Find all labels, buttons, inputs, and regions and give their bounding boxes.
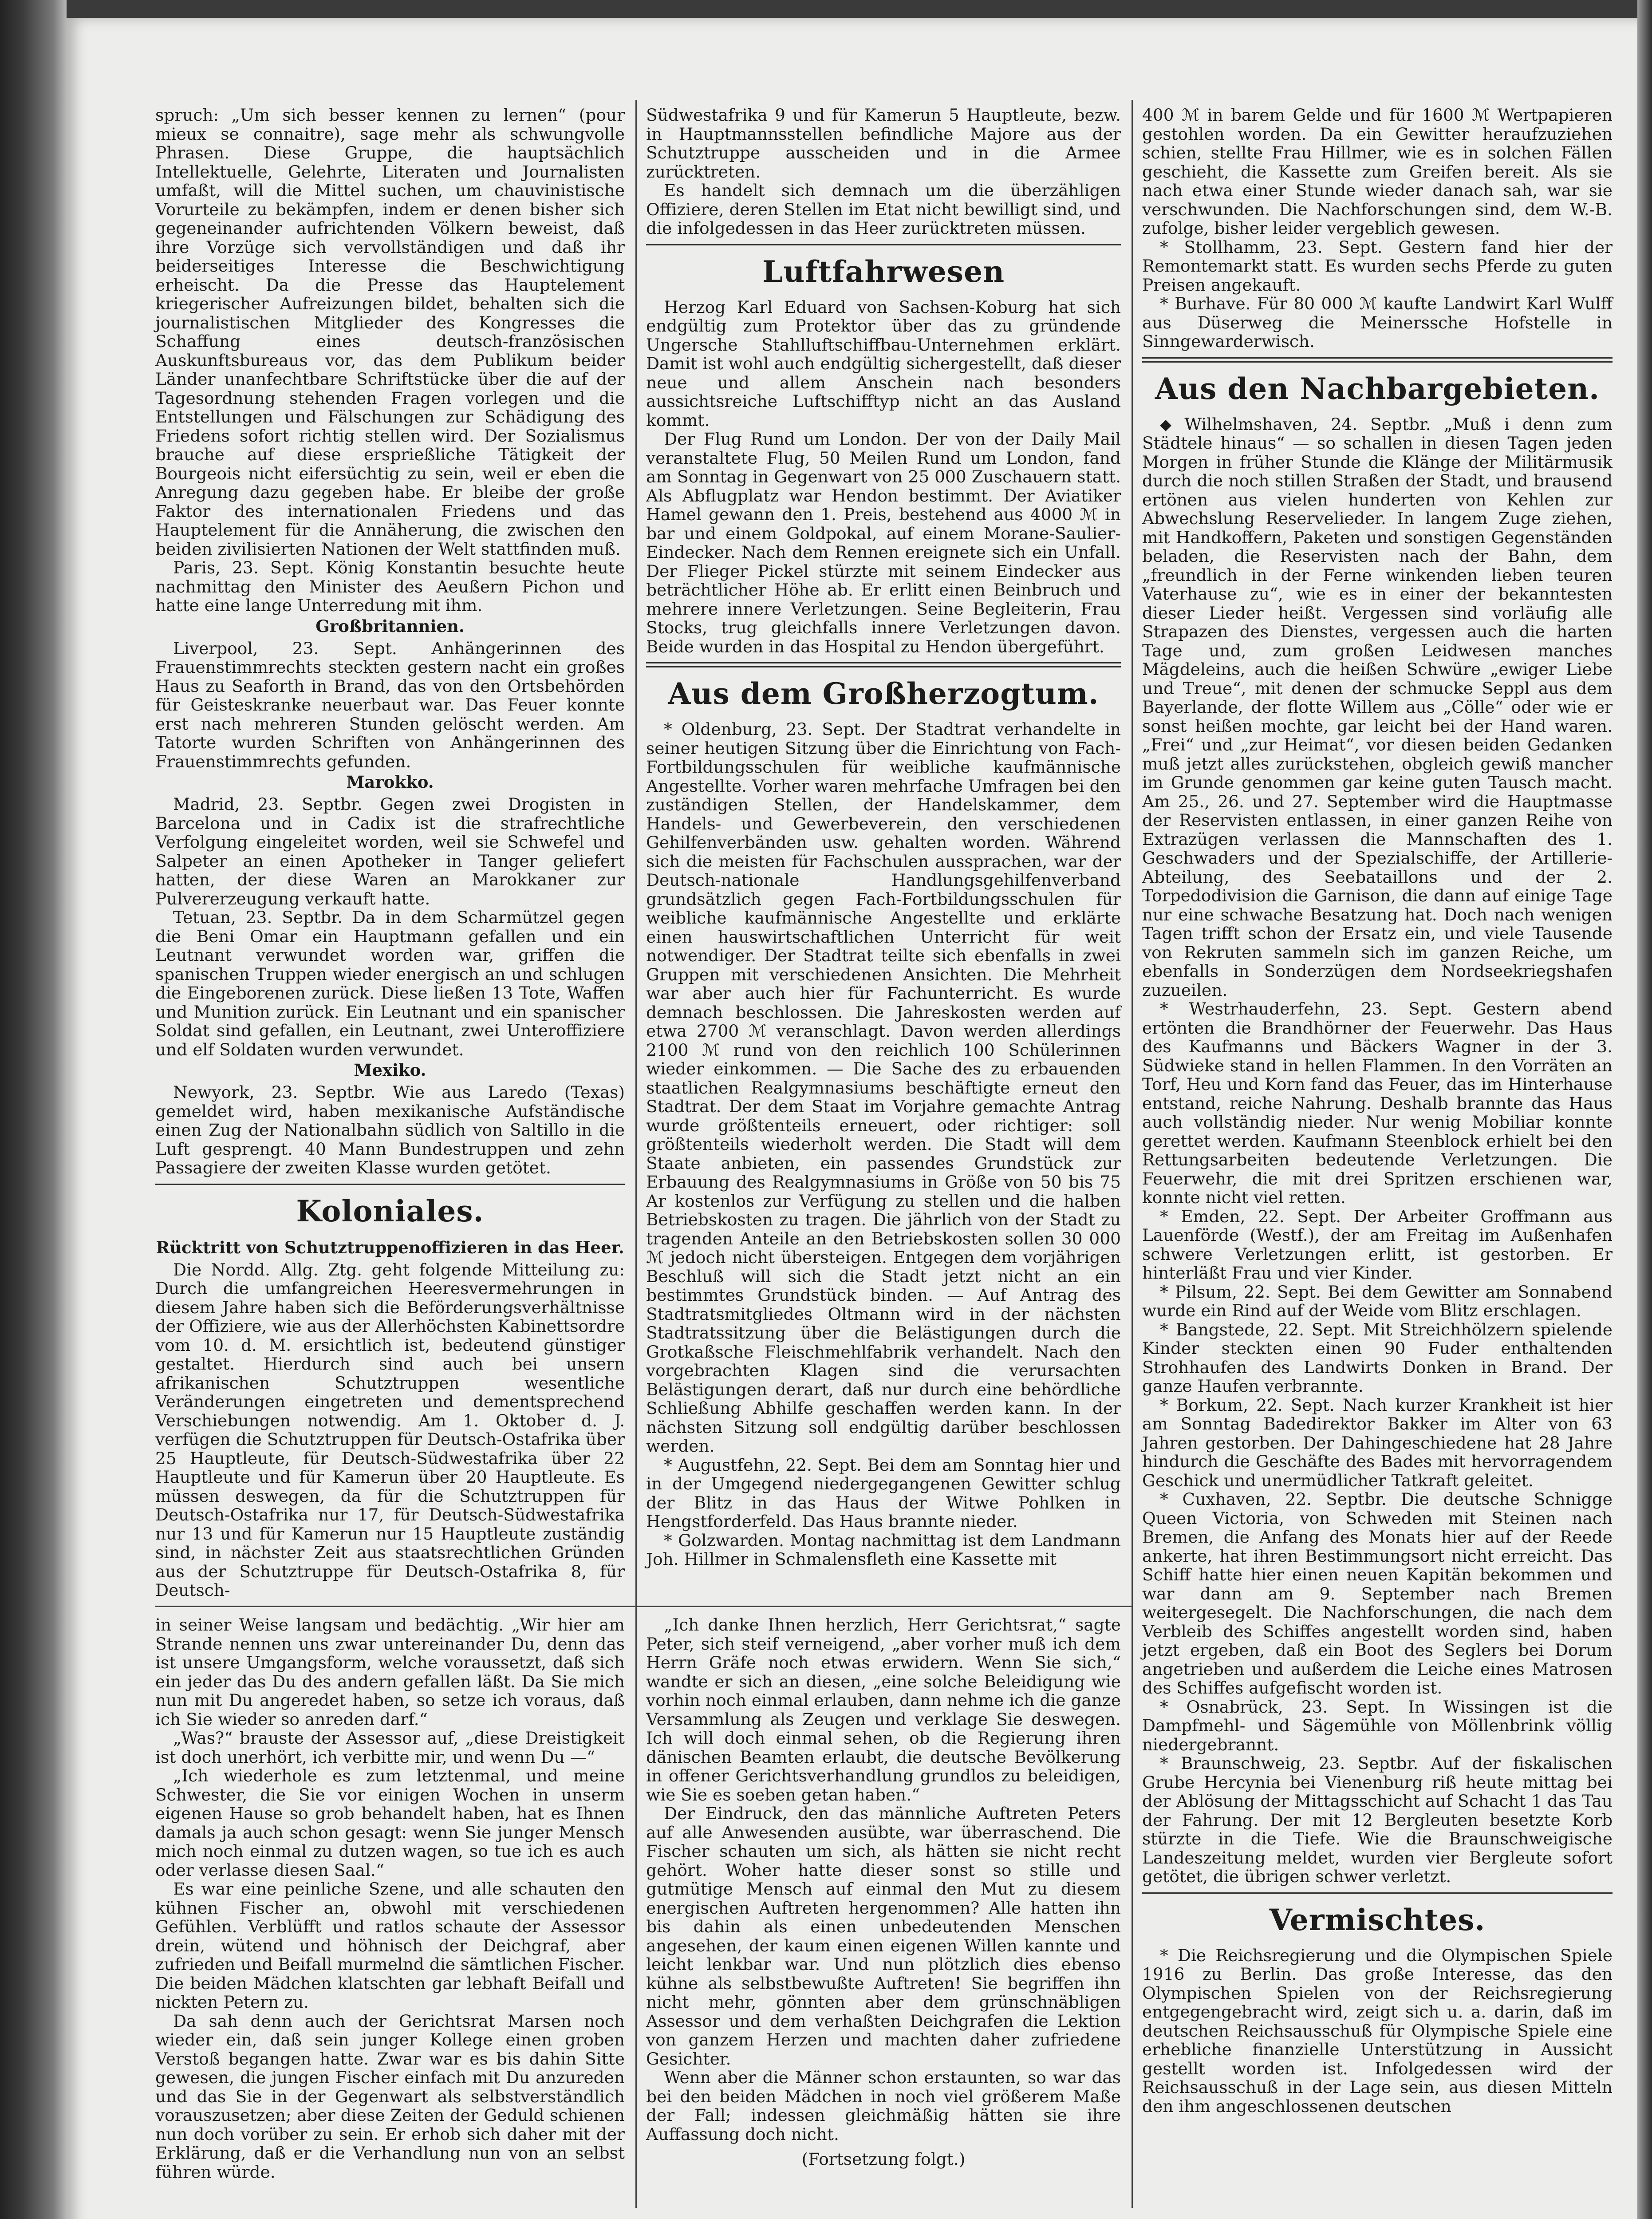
divider bbox=[646, 662, 1121, 667]
article-pilsum: * Pilsum, 22. Sept. Bei dem Gewitter am Sonnabend wurde ein Rind auf der Weide vom Blitz erschlagen. bbox=[1142, 1282, 1613, 1320]
article-cuxhaven: * Cuxhaven, 22. Septbr. Die deutsche Schnigge Queen Victoria, von Schweden mit Steinen nach Bremen, die Anfang des Monats hier auf der Reede ankerte, hat ihren Bestimmungsort nicht erreicht. Das Schiff hatte hier einen neuen Kapitän bekommen und war dann am 9. September nach Bremen weitergesegelt. Die Nachforschungen, die nach dem Verbleib des Schiffes angestellt worden sind, haben jetzt ergeben, daß ein Boot des Seglers bei Dorum angetrieben und außerdem die Leiche eines Matrosen des Schiffes aufgefischt worden ist. bbox=[1142, 1489, 1613, 1698]
feuilleton-text: „Ich wiederhole es zum letztenmal, und meine Schwester, die Sie vor einigen Wochen in unserm eigenen Hause so grob behandelt haben, hat es Ihnen damals ja auch schon gesagt: wenn Sie junger Mensch mich noch einmal zu dutzen wagen, so tue ich es auch oder verlasse diesen Saal.“ bbox=[155, 1766, 625, 1880]
section-heading-nachbargebiete: Aus den Nachbargebieten. bbox=[1155, 371, 1600, 406]
article-augustfehn: * Augustfehn, 22. Sept. Bei dem am Sonntag hier und in der Umgegend niedergegangenen Gewitter schlug der Blitz in das Haus der Witwe Pohlken in Hengstforderfeld. Das Haus brannte nieder. bbox=[646, 1455, 1121, 1531]
section-heading-grossbritannien: Großbritannien. bbox=[315, 616, 465, 636]
article-text: Es handelt sich demnach um die überzähligen Offiziere, deren Stellen im Etat nicht bewilligt sind, und die infolgedessen in das Heer zurücktreten müssen. bbox=[646, 181, 1121, 238]
article-paris: Paris, 23. Sept. König Konstantin besuchte heute nachmittag den Minister des Aeußern Pichon und hatte eine lange Unterredung mit ihm. bbox=[155, 558, 625, 615]
article-osnabrueck: * Osnabrück, 23. Sept. In Wissingen ist die Dampfmehl- und Sägemühle von Möllenbrink völlig niedergebrannt. bbox=[1142, 1697, 1613, 1754]
article-newyork: Newyork, 23. Septbr. Wie aus Laredo (Texas) gemeldet wird, haben mexikanische Aufständische einen Zug der Nationalbahn südlich von Saltillo in die Luft gesprengt. 40 Mann Bundestruppen und zehn Passagiere der zweiten Klasse wurden getötet. bbox=[155, 1082, 625, 1177]
section-heading-mexiko: Mexiko. bbox=[354, 1060, 426, 1080]
column-1 bbox=[155, 106, 625, 1600]
article-westrhauderfehn: * Westrhauderfehn, 23. Sept. Gestern abend ertönten die Brandhörner der Feuerwehr. Das Haus des Kaufmanns und Bäckers Wagner in der 3. Südwieke stand in hellen Flammen. In den Vorräten an Torf, Heu und Korn fand das Feuer, das im Hinterhause entstand, reiche Nahrung. Deshalb brannte das Haus auch vollständig nieder. Nur wenig Mobiliar konnte gerettet werden. Kaufmann Steenblock erhielt bei den Rettungsarbeiten bedeutende Verletzungen. Die Feuerwehr, die mit drei Spritzen erschienen war, konnte nicht viel retten. bbox=[1142, 999, 1613, 1207]
divider bbox=[1142, 1892, 1613, 1894]
section-heading-grossherzogtum: Aus dem Großherzogtum. bbox=[668, 676, 1099, 711]
article-madrid: Madrid, 23. Septbr. Gegen zwei Drogisten in Barcelona und in Cadix ist die strafrechtliche Verfolgung eingeleitet worden, weil sie Schwefel und Salpeter an einen Apotheker in Tanger geliefert hatten, der diese Waren an Marokkaner zur Pulvererzeugung verkauft hatte. bbox=[155, 794, 625, 908]
article-bangstede: * Bangstede, 22. Sept. Mit Streichhölzern spielende Kinder steckten einen 90 Fuder enthaltenden Strohhaufen des Landwirts Donken in Brand. Der ganze Haufen verbrannte. bbox=[1142, 1319, 1613, 1396]
section-heading-luftfahrwesen: Luftfahrwesen bbox=[762, 254, 1005, 289]
article-olympische-spiele: * Die Reichsregierung und die Olympischen Spiele 1916 zu Berlin. Das große Interesse, das den Olympischen Spielen von der Reichsregierung entgegengebracht wird, zeigt sich u. a. darin, daß im deutschen Reichsausschuß für Olympische Spiele eine erhebliche finanzielle Unterstützung in Aussicht gestellt worden ist. Infolgedessen wird der Reichsausschuß in der Lage sein, aus diesen Mitteln den ihm angeschlossenen deutschen bbox=[1142, 1945, 1613, 2116]
section-heading-koloniales: Koloniales. bbox=[296, 1193, 484, 1228]
article-stollhamm: * Stollhamm, 23. Sept. Gestern fand hier der Remontemarkt statt. Es wurden sechs Pferde zu guten Preisen angekauft. bbox=[1142, 237, 1613, 295]
feuilleton-text: Es war eine peinliche Szene, und alle schauten den kühnen Fischer an, obwohl mit verschiedenen Gefühlen. Verblüfft und ratlos schaute der Assessor drein, wütend und höhnisch der Deichgraf, aber zufrieden und Beifall murmelnd die sämtlichen Fischer. Die beiden Mädchen klatschten gar lebhaft Beifall und nickten Petern zu. bbox=[155, 1879, 625, 2012]
article-liverpool: Liverpool, 23. Sept. Anhängerinnen des Frauenstimmrechts steckten gestern nacht ein großes Haus zu Seaforth in Brand, das von den Ortsbehörden für Geisteskranke neuerbaut war. Das Feuer konnte erst nach mehreren Stunden gelöscht werden. Am Tatorte wurden Schriften von Anhängerinnen des Frauenstimmrechts gefunden. bbox=[155, 638, 625, 771]
feuilleton-text: „Ich danke Ihnen herzlich, Herr Gerichtsrat,“ sagte Peter, sich steif verneigend, „aber vorher muß ich dem Herrn Gräfe noch etwas erwidern. Wenn Sie sich,“ wandte er sich an diesen, „eine solche Beleidigung wie vorhin noch einmal erlauben, dann nehme ich die ganze Versammlung als Zeugen und verklage Sie deswegen. Ich will doch einmal sehen, ob die Regierung ihren dänischen Beamten erlaubt, die deutsche Bevölkerung in offener Gerichtsverhandlung grundlos zu beleidigen, wie Sie es soeben getan haben.“ bbox=[646, 1615, 1121, 1804]
feuilleton-column-1 bbox=[155, 1615, 625, 2181]
book-spine bbox=[0, 0, 67, 2219]
article-text: 400 ℳ in barem Gelde und für 1600 ℳ Wertpapieren gestohlen worden. Da ein Gewitter heraufzuziehen schien, stellte Frau Hillmer, wie es in solchen Fällen geschieht, die Kassette zum Greifen bereit. Als sie nach etwa einer Stunde wieder danach sah, war sie verschwunden. Die Nachforschungen sind, dem W.-B. zufolge, bisher leider vergeblich gewesen. bbox=[1142, 105, 1613, 238]
article-schutztruppe: Die Nordd. Allg. Ztg. geht folgende Mitteilung zu: Durch die umfangreichen Heeresvermehrungen in diesem Jahre haben sich die Beförderungsverhältnisse der Offiziere, wie aus der Allerhöchsten Kabinettsordre vom 10. d. M. ersichtlich ist, bedeutend günstiger gestaltet. Hierdurch sind auch bei unsern afrikanischen Schutztruppen wesentliche Veränderungen eingetreten und dementsprechend Verschiebungen notwendig. Am 1. Oktober d. J. verfügen die Schutztruppen für Deutsch-Ostafrika über 25 Hauptleute, für Deutsch-Südwestafrika über 22 Hauptleute und für Kamerun über 20 Hauptleute. Es müssen deswegen, da für die Schutztruppen für Deutsch-Ostafrika nur 17, für Deutsch-Südwestafrika nur 13 und für Kamerun nur 15 Hauptleute zuständig sind, in nächster Zeit aus staatsrechtlichen Gründen aus der Schutztruppe für Deutsch-Ostafrika 8, für Deutsch- bbox=[155, 1260, 625, 1600]
article-karl-eduard: Herzog Karl Eduard von Sachsen-Koburg hat sich endgültig zum Protektor über das zu gründende Ungersche Stahlluftschiffbau-Unternehmen erklärt. Damit ist wohl auch endgültig sichergestellt, daß dieser neue und allem Anschein nach besonders aussichtsreiche Luftschifftyp nicht an das Ausland kommt. bbox=[646, 297, 1121, 430]
article-heading-ruecktritt: Rücktritt von Schutztruppenoffizieren in das Heer. bbox=[156, 1237, 624, 1257]
article-braunschweig: * Braunschweig, 23. Septbr. Auf der fiskalischen Grube Hercynia bei Vienenburg riß heute mittag bei der Ablösung der Mittagsschicht auf Schacht 1 das Tau der Fahrung. Der mit 12 Bergleuten besetzte Korb stürzte in die Tiefe. Wie die Braunschweigische Landeszeitung meldet, wurden vier Bergleute sofort getötet, die übrigen schwer verletzt. bbox=[1142, 1753, 1613, 1886]
section-heading-vermischtes: Vermischtes. bbox=[1269, 1902, 1486, 1937]
column-rule-2 bbox=[1132, 100, 1133, 2208]
article-flug-london: Der Flug Rund um London. Der von der Daily Mail veranstaltete Flug, 50 Meilen Rund um London, fand am Sonntag in Gegenwart von 25 000 Zuschauern statt. Als Abflugplatz war Hendon bestimmt. Der Aviatiker Hamel gewann den 1. Preis, bestehend aus 4000 ℳ in bar und einem Goldpokal, auf einem Morane-Saulier-Eindecker. Nach dem Rennen ereignete sich ein Unfall. Der Flieger Pickel stürzte mit seinem Eindecker aus beträchtlicher Höhe ab. Er erlitt einen Beinbruch und mehrere innere Verletzungen. Seine Begleiterin, Frau Stocks, trug gleichfalls innere Verletzungen davon. Beide wurden in das Hospital zu Hendon übergeführt. bbox=[646, 429, 1121, 656]
divider bbox=[155, 1184, 625, 1185]
column-rule-1 bbox=[635, 100, 637, 2208]
feuilleton-text: „Was?“ brauste der Assessor auf, „diese Dreistigkeit ist doch unerhört, ich verbitte mir, und wenn Du —“ bbox=[155, 1728, 625, 1767]
feuilleton-column-2 bbox=[646, 1615, 1121, 2169]
article-tetuan: Tetuan, 23. Septbr. Da in dem Scharmützel gegen die Beni Omar ein Hauptmann gefallen und ein Leutnant verwundet worden war, griffen die spanischen Truppen wieder energisch an und schlugen die Eingeborenen zurück. Diese ließen 13 Tote, Waffen und Munition zurück. Ein Leutnant und ein spanischer Soldat sind gefallen, ein Leutnant, zwei Unteroffiziere und elf Soldaten wurden verwundet. bbox=[155, 908, 625, 1059]
feuilleton-text: in seiner Weise langsam und bedächtig. „Wir hier am Strande nennen uns zwar untereinander Du, denn das ist unsere Umgangsform, welche voraussetzt, daß sich ein jeder das Du des andern gefallen läßt. Da Sie mich nun mit Du angeredet haben, so setze ich voraus, daß ich Sie wieder so anreden darf.“ bbox=[155, 1615, 625, 1729]
continuation-note: (Fortsetzung folgt.) bbox=[801, 2149, 966, 2169]
page-edge bbox=[1637, 0, 1652, 2219]
feuilleton-rule bbox=[155, 1606, 1132, 1607]
section-heading-marokko: Marokko. bbox=[346, 772, 434, 792]
divider bbox=[646, 244, 1121, 245]
article-borkum: * Borkum, 22. Sept. Nach kurzer Krankheit ist hier am Sonntag Badedirektor Bakker im Alter von 63 Jahren gestorben. Der Dahingeschiedene hat 28 Jahre hindurch die Geschäfte des Bades mit hervorragendem Geschick und unermüdlicher Tatkraft geleitet. bbox=[1142, 1395, 1613, 1490]
divider bbox=[1142, 357, 1613, 363]
article-golzwarden: * Golzwarden. Montag nachmittag ist dem Landmann Joh. Hillmer in Schmalensfleth eine Kassette mit bbox=[646, 1530, 1121, 1569]
article-emden: * Emden, 22. Sept. Der Arbeiter Groffmann aus Lauenförde (Westf.), der am Freitag im Außenhafen schwere Verletzungen erlitt, ist gestorben. Er hinterläßt Frau und vier Kinder. bbox=[1142, 1206, 1613, 1283]
feuilleton-text: Der Eindruck, den das männliche Auftreten Peters auf alle Anwesenden ausübte, war überraschend. Die Fischer schauten um sich, als hätten sie nicht recht gehört. Woher hatte dieser sonst so stille und gutmütige Mensch auf einmal den Mut zu diesem energischen Auftreten hergenommen? Alle hatten ihn bis dahin als einen unbedeutenden Menschen angesehen, der kaum einen eigenen Willen kannte und leicht lenkbar war. Und nun plötzlich dies ebenso kühne als selbstbewußte Auftreten! Sie begriffen ihn nicht mehr, gönnten aber dem grünschnäbligen Assessor und dem verhaßten Deichgrafen die Lektion von ganzem Herzen und machten daher zufriedene Gesichter. bbox=[646, 1804, 1121, 2069]
column-3 bbox=[1142, 106, 1613, 2116]
article-oldenburg: * Oldenburg, 23. Sept. Der Stadtrat verhandelte in seiner heutigen Sitzung über die Einrichtung von Fach-Fortbildungsschulen für weibliche kaufmännische Angestellte. Vorher waren mehrfache Umfragen bei den zuständigen Stellen, der Handelskammer, dem Handels- und Gewerbeverein, den verschiedenen Gehilfenverbänden usw. gehalten worden. Während sich die meisten für Fachschulen aussprachen, war der Deutsch-nationale Handlungsgehilfenverband grundsätzlich gegen Fach-Fortbildungsschulen für weibliche kaufmännische Angestellte und erklärte einen hauswirtschaftlichen Unterricht für weit notwendiger. Der Stadtrat teilte sich ebenfalls in zwei Gruppen mit verschiedenen Ansichten. Die Mehrheit war aber auch hier für Fachunterricht. Es wurde demnach beschlossen. Die Jahreskosten werden auf etwa 2700 ℳ veranschlagt. Davon werden allerdings 2100 ℳ rund von den reichlich 100 Schülerinnen wieder einkommen. — Die Sache des zu erbauenden staatlichen Realgymnasiums beschäftigte erneut den Stadtrat. Der dem Staat im Vorjahre gemachte Antrag wurde größtenteils erneuert, oder richtiger: soll größtenteils wiederholt werden. Die Stadt will dem Staate anbieten, ein passendes Grundstück zur Erbauung des Realgymnasiums in Größe von 50 bis 75 Ar kostenlos zur Verfügung zu stellen und die halben Betriebskosten zu tragen. Die jährlich von der Stadt zu tragenden Anteile an den Betriebskosten sollen 30 000 ℳ jedoch nicht übersteigen. Entgegen dem vorjährigen Beschluß will sich die Stadt jetzt nicht an ein bestimmtes Grundstück binden. — Auf Antrag des Stadtratsmitgliedes Oltmann wird in der nächsten Stadtratssitzung über die Belästigungen durch die Grotkaßsche Fleischmehlfabrik verhandelt. Nach den vorgebrachten Klagen sind die verursachten Belästigungen derart, daß nur durch eine behördliche Schließung Abhilfe geschaffen werden kann. In der nächsten Sitzung soll endgültig darüber beschlossen werden. bbox=[646, 719, 1121, 1456]
feuilleton-text: Wenn aber die Männer schon erstaunten, so war das bei den beiden Mädchen in noch viel größerem Maße der Fall; indessen gleichmäßig hätten sie ihre Auffassung doch nicht. bbox=[646, 2068, 1121, 2144]
article-text: spruch: „Um sich besser kennen zu lernen“ (pour mieux se connaitre), sage mehr als schwungvolle Phrasen. Diese Gruppe, die hauptsächlich Intellektuelle, Gelehrte, Literaten und Journalisten umfaßt, will die Mittel suchen, um chauvinistische Vorurteile zu bekämpfen, indem er denen bisher sich gegeneinander aufrichtenden Völkern beweist, daß ihre Vorzüge sich vervollständigen und daß ihr beiderseitiges Interesse die Beschwichtigung erheischt. Da die Presse das Hauptelement kriegerischer Aufreizungen bildet, behalten sich die journalistischen Mitglieder des Kongresses die Schaffung eines deutsch-französischen Auskunftsbureaus vor, das dem Publikum beider Länder unanfechtbare Schriftstücke über die auf der Tagesordnung stehenden Fragen vorlegen und die Entstellungen und Fälschungen zur Schädigung des Friedens sofort richtig stellen wird. Der Sozialismus brauche auf diese ersprießliche Tätigkeit der Bourgeois nicht eifersüchtig zu sein, weil er eben die Anregung dazu gegeben habe. Er bleibe der große Faktor des internationalen Friedens und das Hauptelement für die Annäherung, die zwischen den beiden zivilisierten Nationen der Welt stattfinden muß. bbox=[155, 105, 625, 559]
column-2 bbox=[646, 106, 1121, 1569]
article-text: Südwestafrika 9 und für Kamerun 5 Hauptleute, bezw. in Hauptmannsstellen befindliche Majore aus der Schutztruppe ausscheiden und in die Armee zurücktreten. bbox=[646, 105, 1121, 182]
article-burhave: * Burhave. Für 80 000 ℳ kaufte Landwirt Karl Wulff aus Düserweg die Meinerssche Hofstelle in Sinngewarderwisch. bbox=[1142, 294, 1613, 351]
article-wilhelmshaven: ⬥ Wilhelmshaven, 24. Septbr. „Muß i denn zum Städtele hinaus“ — so schallen in diesen Tagen jeden Morgen in früher Stunde die Klänge der Militärmusik durch die noch stillen Straßen der Stadt, und brausend ertönen aus vielen hunderten von Kehlen zur Abwechslung Reservelieder. In langem Zuge ziehen, mit Handkoffern, Paketen und sonstigen Gegenständen beladen, die Reservisten nach der Bahn, dem „freundlich in der Ferne winkenden lieben teuren Vaterhause zu“, wie es in einer der bekanntesten dieser Lieder heißt. Vergessen sind vorläufig alle Strapazen des Dienstes, vergessen auch die harten Tage und, zum großen Leidwesen manches Mägdeleins, auch die heißen Schwüre „ewiger Liebe und Treue“, mit denen der schmucke Seppl aus dem Bayerlande, der flotte Willem aus „Cölle“ oder wie er sonst heißen mochte, gar leicht bei der Hand waren. „Frei“ und „zur Heimat“, vor diesen beiden Gedanken muß jetzt alles zurückstehen, obgleich gewiß mancher im Grunde genommen gar keine guten Tausch macht. Am 25., 26. und 27. September wird die Hauptmasse der Reservisten entlassen, in einer ganzen Reihe von Extrazügen verlassen die Mannschaften des 1. Geschwaders und der Spezialschiffe, der Artillerie-Abteilung, des Seebataillons und der 2. Torpedodivision die Garnison, die dann auf einige Tage nur eine schwache Besatzung hat. Doch nach wenigen Tagen trifft schon der Ersatz ein, und viele Tausende von Rekruten sammeln sich im ganzen Reiche, um ebenfalls in Sonderzügen dem Nordseekriegshafen zuzueilen. bbox=[1142, 414, 1613, 1000]
feuilleton-text: Da sah denn auch der Gerichtsrat Marsen noch wieder ein, daß sein junger Kollege einen groben Verstoß begangen hatte. Zwar war es bis dahin Sitte gewesen, die jungen Fischer einfach mit Du anzureden und das Sie in der Gegenwart als selbstverständlich vorauszusetzen; aber diese Zeiten der Geduld schienen nun doch vorüber zu sein. Er erhob sich daher mit der Erklärung, daß er die Verhandlung nun von an selbst führen würde. bbox=[155, 2011, 625, 2182]
